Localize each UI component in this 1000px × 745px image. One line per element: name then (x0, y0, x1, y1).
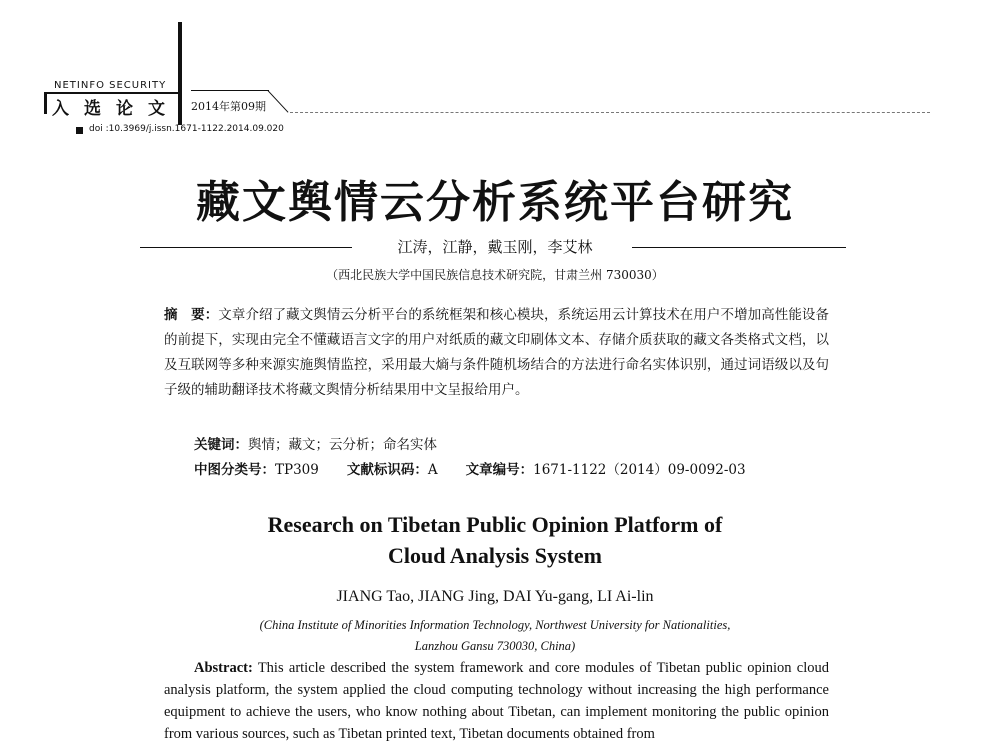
abstract-en-text: This article described the system framework and core modules of Tibetan public opinion cloud analysis platform, the system applied the cloud computing technology without increasing the high performance equipment to achieve the users, who know nothing about Tibetan, can implement monitoring the public opinion from various sources, such as Tibetan printed text, Tibetan documents obtained from (164, 660, 829, 742)
keywords-cn-label: 关键词： (194, 437, 248, 453)
doi: doi :10.3969/j.issn.1671-1122.2014.09.020 (89, 124, 284, 134)
affiliation-en-line1: (China Institute of Minorities Information Technology, Northwest University for Nationalities, (259, 618, 731, 632)
abstract-cn-label: 摘 要： (164, 307, 219, 323)
authors-en: JIANG Tao, JIANG Jing, DAI Yu-gang, LI Ai-lin (336, 588, 654, 605)
classification-line (194, 458, 746, 478)
header-dashed-rule (290, 112, 930, 113)
clc-value: TP309 (275, 462, 319, 478)
issue-number: 2014年第09期 (191, 100, 266, 113)
affiliation-cn: （西北民族大学中国民族信息技术研究院，甘肃兰州 730030） (326, 268, 664, 282)
affiliation-en (0, 615, 990, 657)
keywords-cn (194, 433, 437, 453)
journal-name: NETINFO SECURITY (54, 80, 167, 91)
paper-title-cn: 藏文舆情云分析系统平台研究 (196, 177, 794, 228)
clc-label: 中图分类号： (194, 462, 275, 478)
header-rule (191, 90, 269, 91)
affiliation-en-line2: Lanzhou Gansu 730030, China) (414, 639, 576, 653)
article-no-value: 1671-1122（2014）09-0092-03 (533, 462, 746, 478)
keywords-cn-text: 舆情；藏文；云分析；命名实体 (248, 437, 437, 453)
paper-title-en-line2: Cloud Analysis System (388, 543, 602, 568)
paper-title-en (0, 509, 990, 571)
header-slant-rule (267, 90, 288, 113)
doc-code-value: A (427, 462, 438, 478)
abstract-cn (164, 303, 829, 403)
article-no-label: 文章编号： (465, 462, 534, 478)
doi-bullet-icon (76, 127, 83, 134)
abstract-en-label: Abstract: (194, 660, 253, 676)
authors-cn: 江涛，江静，戴玉刚，李艾林 (397, 238, 593, 256)
doc-code-label: 文献标识码： (346, 462, 428, 478)
section-label: 入选论文 (52, 99, 180, 119)
paper-title-en-line1: Research on Tibetan Public Opinion Platform of (267, 512, 723, 537)
abstract-en (164, 657, 829, 745)
abstract-cn-text: 文章介绍了藏文舆情云分析平台的系统框架和核心模块，系统运用云计算技术在用户不增加高性能设备的前提下，实现由完全不懂藏语言文字的用户对纸质的藏文印刷体文本、存储介质获取的藏文各类格式文档，以及互联网等多种来源实施舆情监控，采用最大熵与条件随机场结合的方法进行命名实体识别，通过词语级以及句子级的辅助翻译技术将藏文舆情分析结果用中文呈报给用户。 (164, 307, 830, 398)
